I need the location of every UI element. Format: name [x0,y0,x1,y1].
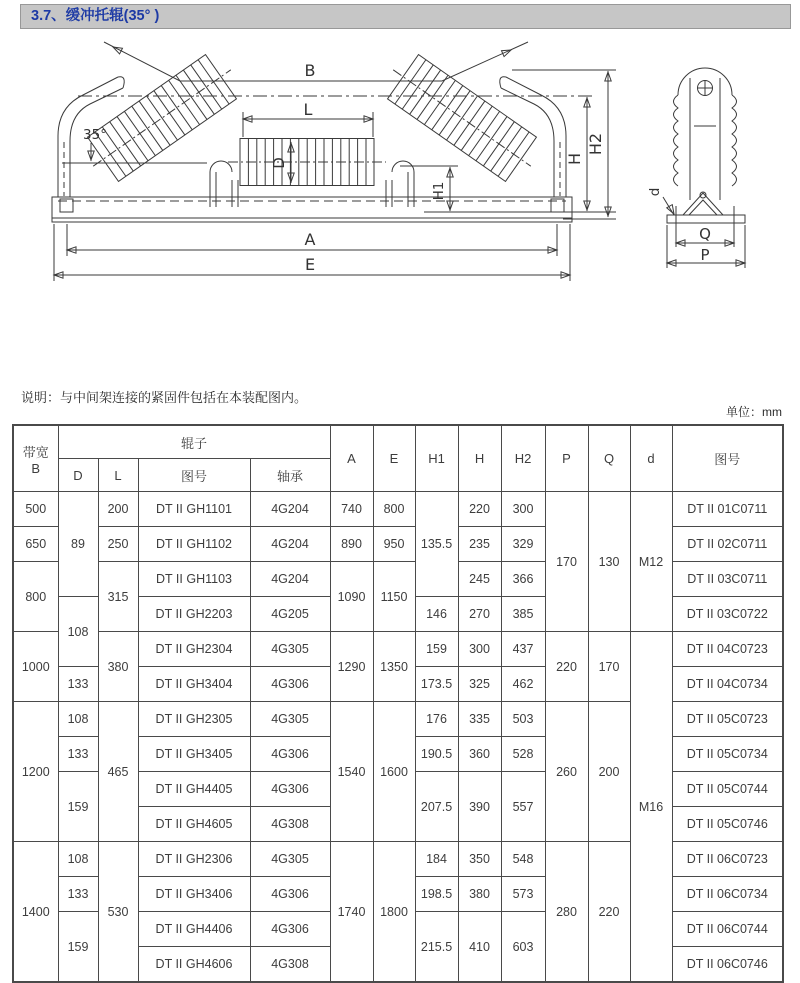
cell: 108 [58,842,98,877]
cell: 4G308 [250,807,330,842]
section-title: 3.7、缓冲托辊(35° ) [31,8,160,24]
cell: DT II 05C0744 [672,772,783,807]
cell: DT II GH1102 [138,527,250,562]
left-rings [674,95,679,186]
cell: 437 [501,632,545,667]
cell: 1150 [373,562,415,632]
left-hanger [210,161,238,207]
col-header-h2: H2 [501,425,545,492]
cell: DT II GH2306 [138,842,250,877]
cell: 1400 [13,842,58,983]
cell: 528 [501,737,545,772]
cell: 1600 [373,702,415,842]
cell: 650 [13,527,58,562]
cell: 215.5 [415,912,458,983]
cell: DT II 06C0734 [672,877,783,912]
col-header-bearing: 轴承 [250,459,330,492]
cell: 462 [501,667,545,702]
cell: DT II 02C0711 [672,527,783,562]
cell: 4G306 [250,737,330,772]
cell: DT II GH4606 [138,947,250,983]
cell: 190.5 [415,737,458,772]
cell: 133 [58,667,98,702]
cell: 89 [58,492,98,597]
cell: 1290 [330,632,373,702]
cell: 4G306 [250,877,330,912]
dim-label-H: H [565,152,584,166]
cell: 380 [98,632,138,702]
dim-label-D: D [270,157,288,169]
cell: DT II 06C0723 [672,842,783,877]
cell: DT II GH1103 [138,562,250,597]
dim-label-H1: H1 [431,181,447,201]
cell: DT II GH4406 [138,912,250,947]
cell: 200 [588,702,630,842]
cell: 557 [501,772,545,842]
note-text: 说明：与中间架连接的紧固件包括在本装配图内。 [21,390,308,405]
cell: 800 [13,562,58,632]
col-header-d: D [58,459,98,492]
cell: 360 [458,737,501,772]
cell: DT II 01C0711 [672,492,783,527]
cell: 4G306 [250,667,330,702]
cell: DT II 06C0744 [672,912,783,947]
cell: 800 [373,492,415,527]
cell: 159 [415,632,458,667]
cell: DT II 06C0746 [672,947,783,983]
cell: 366 [501,562,545,597]
cell: 4G305 [250,842,330,877]
dim-label-E: E [304,255,316,274]
cell: 4G305 [250,632,330,667]
center-roller [228,139,386,186]
dim-label-Q: Q [699,225,711,243]
cell: 4G305 [250,702,330,737]
dim-label-A: A [304,230,316,249]
cell: DT II 04C0723 [672,632,783,667]
dim-label-H2: H2 [586,132,605,156]
cell: 1000 [13,632,58,702]
bandwidth-zh: 带宽 [22,444,49,460]
cell: 260 [545,702,588,842]
cell: 184 [415,842,458,877]
bandwidth-sym: B [31,460,41,476]
cell: 350 [458,842,501,877]
cell: 1740 [330,842,373,983]
cell: 950 [373,527,415,562]
cell: M12 [630,492,672,632]
v-bracket [683,193,723,215]
cell: 108 [58,702,98,737]
right-rings [732,95,737,186]
angle-label: 35° [83,127,107,143]
cell: 220 [588,842,630,983]
cell: 4G306 [250,772,330,807]
col-header-h1: H1 [415,425,458,492]
cell: 1800 [373,842,415,983]
cell: DT II 05C0746 [672,807,783,842]
col-header-e: E [373,425,415,492]
table-row [13,492,783,527]
cell: 503 [501,702,545,737]
cell: 329 [501,527,545,562]
base-plate [667,215,745,223]
col-header-q: Q [588,425,630,492]
cell: 133 [58,877,98,912]
table-row [13,632,783,667]
col-header-drawing-no: 图号 [138,459,250,492]
col-header-roller-group: 辊子 [58,425,330,459]
technical-drawing [0,0,800,385]
cell: DT II GH3406 [138,877,250,912]
cell: DT II GH2304 [138,632,250,667]
cell: 4G204 [250,527,330,562]
col-header-p: P [545,425,588,492]
cell: DT II GH4605 [138,807,250,842]
cell: 173.5 [415,667,458,702]
cell: DT II 05C0723 [672,702,783,737]
dim-label-B: B [304,61,316,80]
col-header-h: H [458,425,501,492]
cell: DT II 04C0734 [672,667,783,702]
cell: 890 [330,527,373,562]
cell: 4G205 [250,597,330,632]
dim-label-L: L [303,100,313,119]
right-hanger [386,161,414,207]
cell: 390 [458,772,501,842]
spec-table [12,424,784,983]
cell: 108 [58,597,98,667]
cell: 4G204 [250,492,330,527]
cell: 548 [501,842,545,877]
cell: DT II 03C0711 [672,562,783,597]
cell: 380 [458,877,501,912]
cell: 280 [545,842,588,983]
cell: 4G306 [250,912,330,947]
cell: M16 [630,632,672,983]
cell: 1200 [13,702,58,842]
cell: 130 [588,492,630,632]
right-wing-roller [378,48,547,189]
cell: DT II 05C0734 [672,737,783,772]
cell: 220 [545,632,588,702]
cell: DT II 03C0722 [672,597,783,632]
cell: DT II GH3405 [138,737,250,772]
right-bracket [500,77,566,197]
cell: 300 [458,632,501,667]
cell: DT II GH1101 [138,492,250,527]
dim-label-P: P [700,246,710,264]
col-header-d-small: d [630,425,672,492]
col-header-l: L [98,459,138,492]
cell: 1350 [373,632,415,702]
cell: 465 [98,702,138,842]
cell: 530 [98,842,138,983]
cell: 410 [458,912,501,983]
cell: 573 [501,877,545,912]
cell: 170 [545,492,588,632]
cell: 250 [98,527,138,562]
cell: 325 [458,667,501,702]
cell: 176 [415,702,458,737]
cell: 1090 [330,562,373,632]
cell: 133 [58,737,98,772]
cell: 740 [330,492,373,527]
cell: 159 [58,912,98,983]
cell: 159 [58,772,98,842]
cell: 170 [588,632,630,702]
cell: 245 [458,562,501,597]
col-header-bandwidth [13,425,58,492]
cell: 270 [458,597,501,632]
col-header-a: A [330,425,373,492]
cell: DT II GH3404 [138,667,250,702]
cell: 200 [98,492,138,527]
cell: 235 [458,527,501,562]
cell: 500 [13,492,58,527]
cell: 135.5 [415,492,458,597]
cell: 4G308 [250,947,330,983]
cell: 1540 [330,702,373,842]
cell: 385 [501,597,545,632]
cell: 198.5 [415,877,458,912]
side-view [667,68,745,247]
cell: 335 [458,702,501,737]
main-view [52,48,594,222]
cell: 300 [501,492,545,527]
cell: 315 [98,562,138,632]
cell: 207.5 [415,772,458,842]
cell: 603 [501,912,545,983]
col-header-assembly-no: 图号 [672,425,783,492]
dim-line-B [104,42,528,81]
unit-label: 单位：mm [726,405,782,419]
left-wing-roller [78,48,247,189]
cell: DT II GH4405 [138,772,250,807]
cell: DT II GH2203 [138,597,250,632]
cell: 220 [458,492,501,527]
dim-label-d: d [647,187,663,197]
cell: 146 [415,597,458,632]
header-row-1 [13,425,783,459]
cell: DT II GH2305 [138,702,250,737]
cell: 4G204 [250,562,330,597]
